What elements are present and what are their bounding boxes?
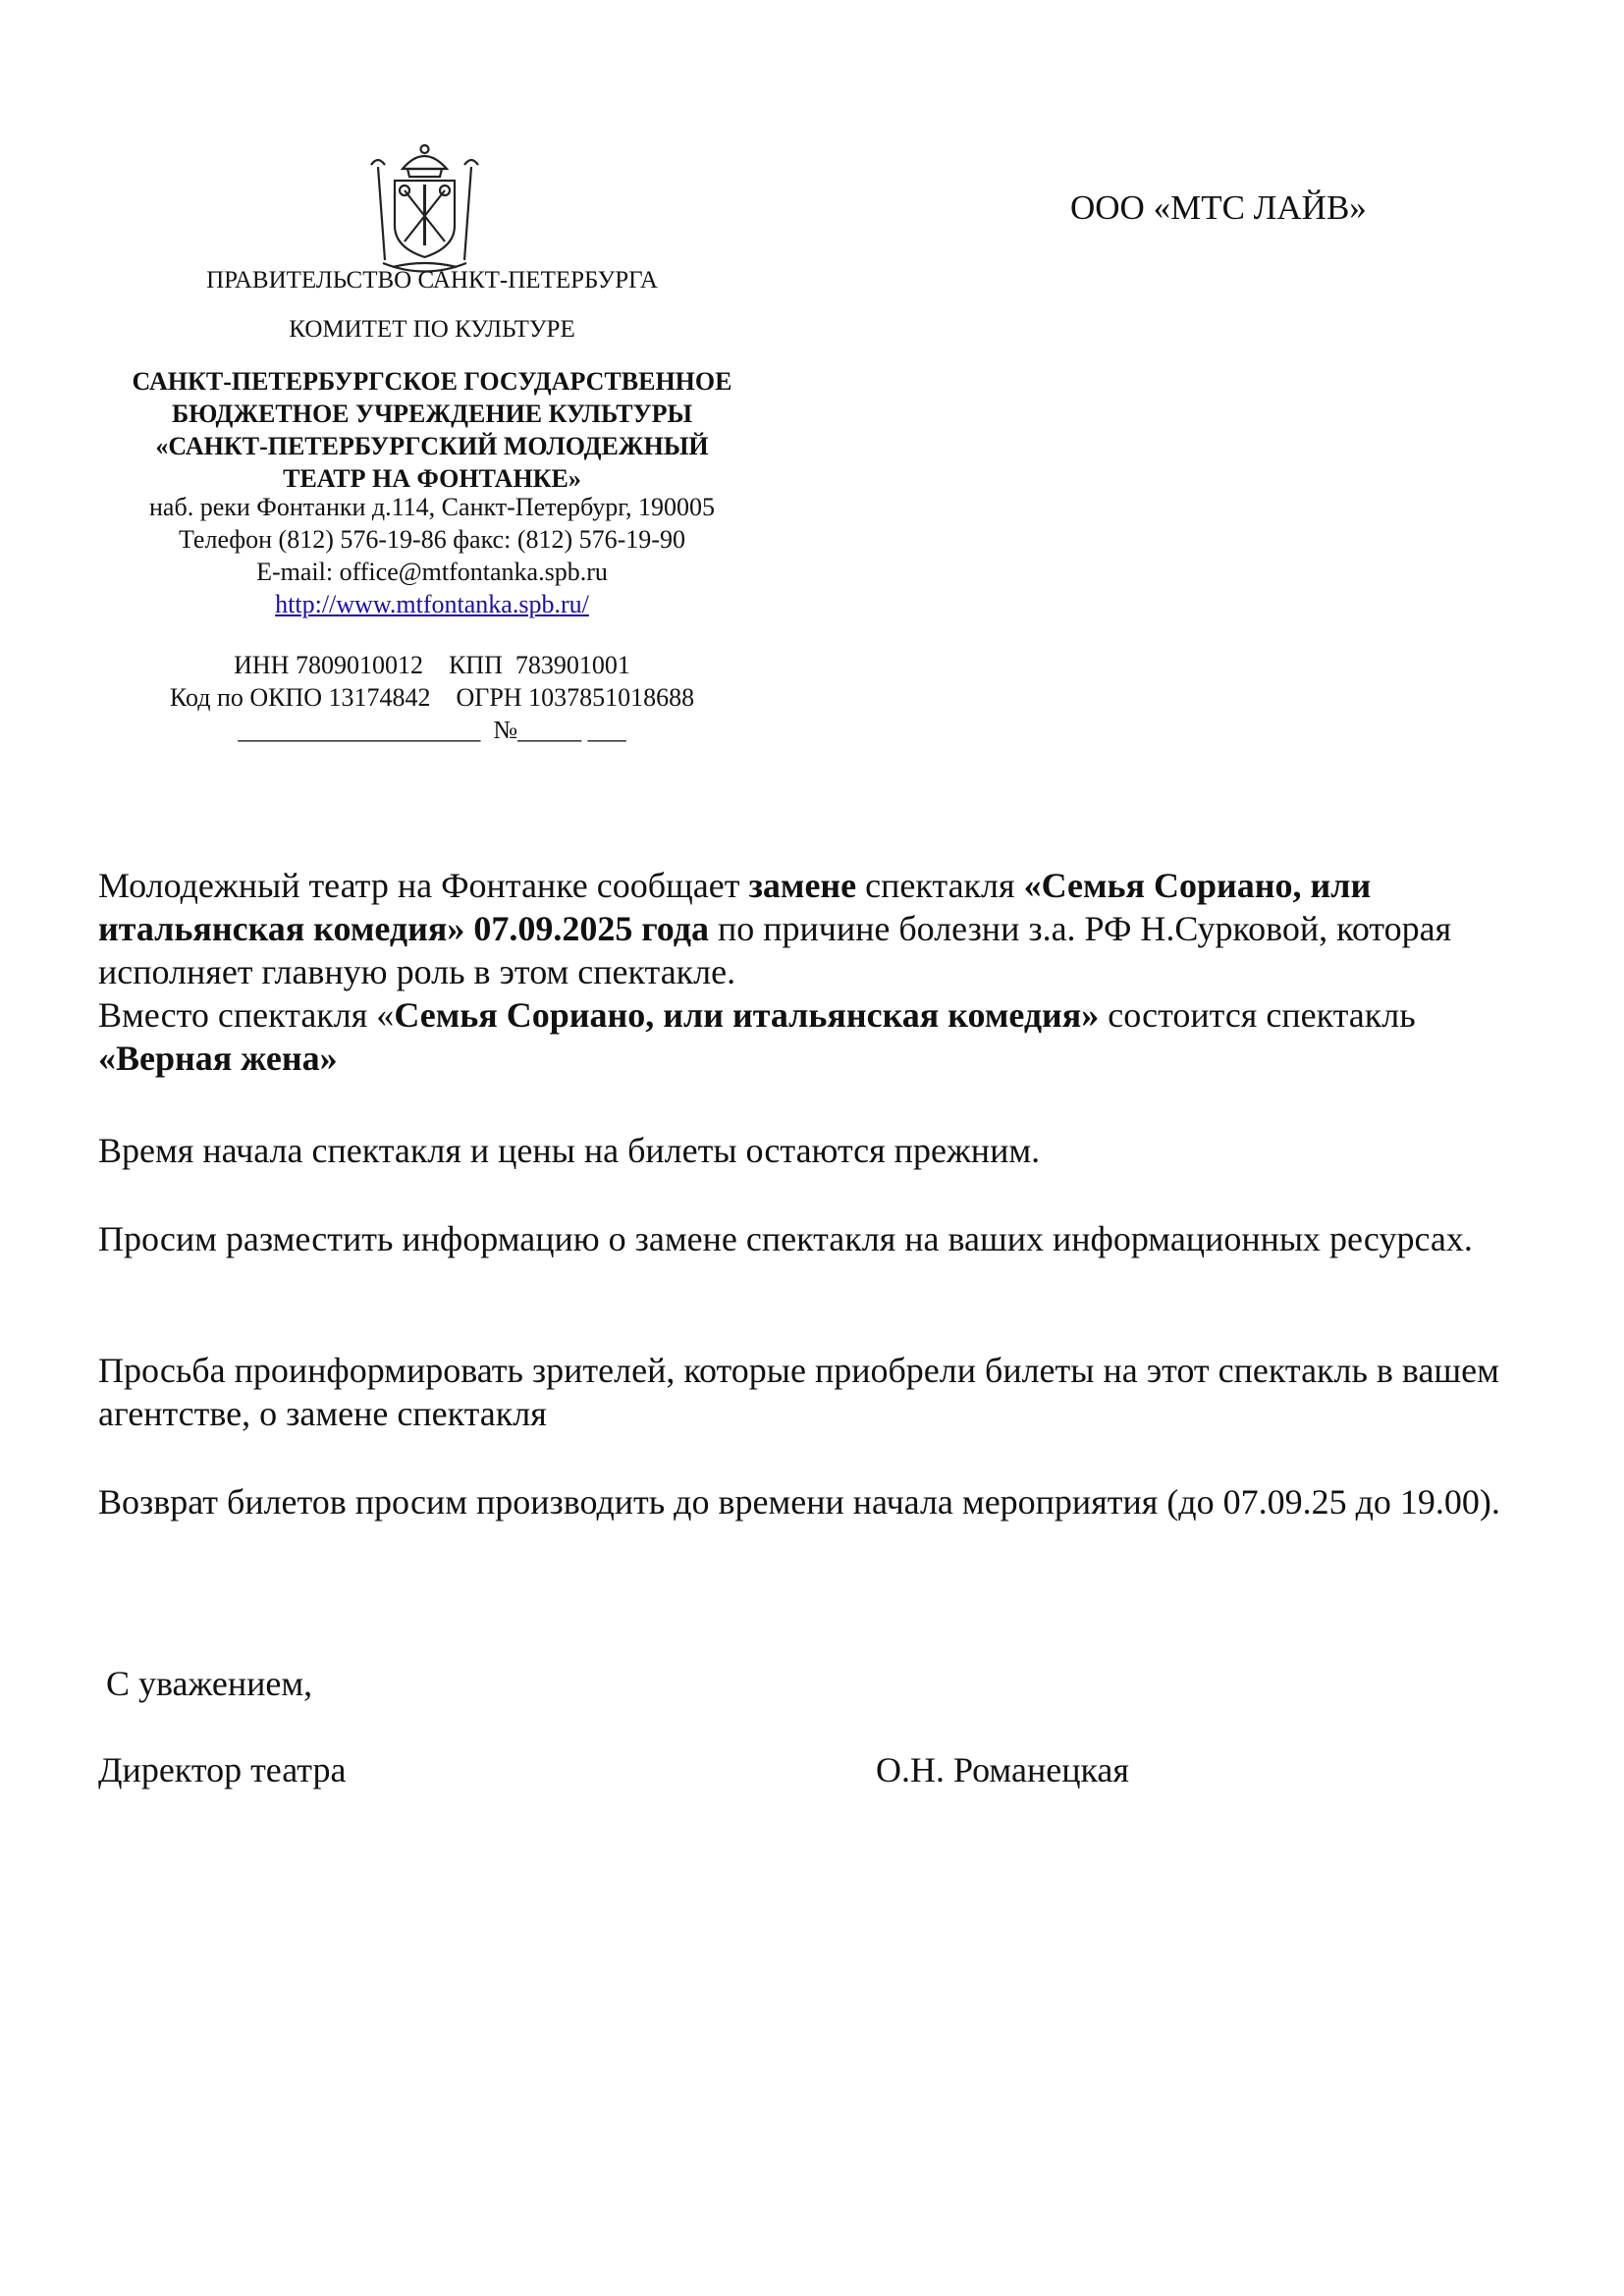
address: наб. реки Фонтанки д.114, Санкт-Петербург, 190005 xyxy=(149,493,715,521)
paragraph-publish-request: Просим разместить информацию о замене спектакля на ваших информационных ресурсах. xyxy=(98,1219,1473,1258)
org-line: «САНКТ-ПЕТЕРБУРГСКИЙ МОЛОДЕЖНЫЙ xyxy=(155,432,709,460)
coat-of-arms-icon xyxy=(353,137,496,280)
org-line: ТЕАТР НА ФОНТАНКЕ» xyxy=(283,464,581,493)
paragraph-replacement-notice xyxy=(98,864,1551,1080)
phone-fax: Телефон (812) 576-19-86 факс: (812) 576-19-90 xyxy=(179,525,685,554)
closing-regards: С уважением, xyxy=(106,1664,313,1703)
text-run-bold: «Верная жена» xyxy=(98,1039,338,1078)
contacts-block xyxy=(79,491,785,620)
addressee: ООО «МТС ЛАЙВ» xyxy=(1070,188,1367,227)
text-run: состоится спектакль xyxy=(1099,995,1416,1035)
text-run-bold: замене xyxy=(748,866,857,905)
outgoing-number-line: ___________________ №_____ ___ xyxy=(238,716,626,744)
government-title: ПРАВИТЕЛЬСТВО САНКТ-ПЕТЕРБУРГА xyxy=(206,267,658,294)
committee-title: КОМИТЕТ ПО КУЛЬТУРЕ xyxy=(289,316,575,343)
inn-kpp: ИНН 7809010012 КПП 783901001 xyxy=(234,651,630,679)
text-run: по причине болезни з.а. РФ Н.Сурковой, которая исполняет главную роль в этом спектакле. xyxy=(98,909,1452,991)
website-link[interactable]: http://www.mtfontanka.spb.ru/ xyxy=(275,590,589,618)
signatory-position: Директор театра xyxy=(98,1750,347,1789)
text-run-bold: Семья Сориано, или итальянская комедия» xyxy=(394,995,1100,1035)
paragraph-time-prices: Время начала спектакля и цены на билеты остаются прежним. xyxy=(98,1131,1041,1170)
paragraph-inform-viewers: Просьба проинформировать зрителей, которые приобрели билеты на этот спектакль в вашем агентстве, о замене спектакля xyxy=(98,1351,1499,1433)
signatory-name: О.Н. Романецкая xyxy=(876,1750,1129,1789)
paragraph-refund: Возврат билетов просим производить до времени начала мероприятия (до 07.09.25 до 19.00). xyxy=(98,1482,1500,1522)
okpo-ogrn: Код по ОКПО 13174842 ОГРН 1037851018688 xyxy=(169,683,695,712)
text-run: Молодежный театр на Фонтанке сообщает xyxy=(98,866,749,905)
requisites-block xyxy=(79,649,785,746)
text-run: спектакля xyxy=(856,866,1024,905)
text-run: Вместо спектакля « xyxy=(98,995,395,1035)
text-run-bold: «Семья Сориано, или итальянская комедия» 07.09.2025 года xyxy=(98,866,1372,948)
org-line: БЮДЖЕТНОЕ УЧРЕЖДЕНИЕ КУЛЬТУРЫ xyxy=(171,400,693,428)
email: E-mail: office@mtfontanka.spb.ru xyxy=(256,558,608,586)
organization-name xyxy=(79,365,785,495)
org-line: САНКТ-ПЕТЕРБУРГСКОЕ ГОСУДАРСТВЕННОЕ xyxy=(132,367,732,396)
